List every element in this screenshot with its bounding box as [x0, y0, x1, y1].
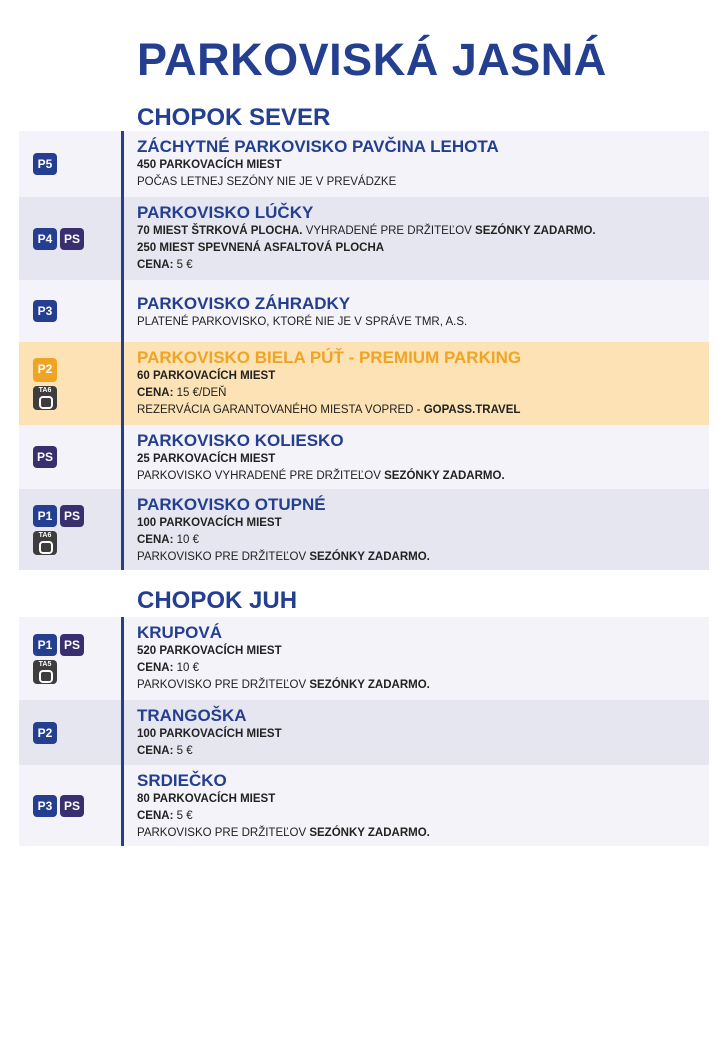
parking-name: PARKOVISKO KOLIESKO — [137, 431, 344, 450]
price-label: CENA: — [137, 259, 174, 271]
ski-lift-icon: TA6 — [33, 531, 57, 555]
parking-badge-ps: PS — [60, 634, 84, 656]
parking-badge-ps: PS — [60, 505, 84, 527]
parking-badge-p3: P3 — [33, 300, 57, 322]
price-value: 5 € — [173, 259, 193, 271]
parking-name: TRANGOŠKA — [137, 706, 247, 725]
ski-lift-icon: TA5 — [33, 660, 57, 684]
season-pass-text: SEZÓNKY ZADARMO. — [309, 827, 430, 839]
parking-badge-ps: PS — [60, 795, 84, 817]
parking-name: PARKOVISKO LÚČKY — [137, 203, 314, 222]
parking-note: PARKOVISKO VYHRADENÉ PRE DRŽITEĽOV SEZÓNKY ZADARMO. — [137, 470, 505, 482]
parking-name: PARKOVISKO OTUPNÉ — [137, 495, 326, 514]
parking-badges — [33, 342, 57, 425]
parking-row-krupova[interactable] — [19, 617, 709, 700]
parking-note: PARKOVISKO PRE DRŽITEĽOV SEZÓNKY ZADARMO. — [137, 827, 430, 839]
parking-price — [137, 743, 701, 760]
price-label: CENA: — [137, 810, 174, 822]
section-chopok-sever — [19, 131, 709, 570]
parking-price — [137, 257, 701, 274]
parking-row-zahradky[interactable] — [19, 280, 709, 342]
parking-capacity: 520 PARKOVACÍCH MIEST — [137, 645, 282, 657]
price-value: 10 € — [173, 662, 199, 674]
parking-badge-p2: P2 — [33, 722, 57, 744]
parking-name: PARKOVISKO BIELA PÚŤ - PREMIUM PARKING — [137, 348, 522, 367]
parking-info — [137, 706, 701, 760]
price-value: 10 € — [173, 534, 199, 546]
capacity-gravel: 70 MIEST ŠTRKOVÁ PLOCHA. — [137, 225, 303, 237]
season-pass-text: SEZÓNKY ZADARMO. — [384, 470, 505, 482]
parking-info — [137, 771, 701, 842]
parking-info — [137, 137, 701, 191]
parking-row-koliesko[interactable] — [19, 425, 709, 489]
parking-name: SRDIEČKO — [137, 771, 227, 790]
parking-info — [137, 623, 701, 694]
parking-capacity: 100 PARKOVACÍCH MIEST — [137, 728, 282, 740]
parking-row-otupne[interactable] — [19, 489, 709, 570]
parking-info — [137, 348, 701, 419]
parking-badges — [33, 280, 57, 342]
price-label: CENA: — [137, 387, 174, 399]
parking-price — [137, 385, 701, 402]
parking-badges — [33, 197, 84, 280]
parking-capacity: 25 PARKOVACÍCH MIEST — [137, 453, 276, 465]
price-label: CENA: — [137, 662, 174, 674]
parking-row-biela-put[interactable] — [19, 342, 709, 425]
parking-badges — [33, 131, 57, 197]
parking-note: PARKOVISKO PRE DRŽITEĽOV SEZÓNKY ZADARMO. — [137, 679, 430, 691]
parking-capacity: 60 PARKOVACÍCH MIEST — [137, 370, 276, 382]
price-label: CENA: — [137, 534, 174, 546]
parking-price — [137, 808, 701, 825]
parking-badges — [33, 765, 84, 846]
season-pass-text: SEZÓNKY ZADARMO. — [475, 225, 596, 237]
section-title-chopok-juh: CHOPOK JUH — [137, 587, 298, 614]
parking-capacity: 100 PARKOVACÍCH MIEST — [137, 517, 282, 529]
section-title-chopok-sever: CHOPOK SEVER — [137, 104, 331, 131]
parking-capacity: 80 PARKOVACÍCH MIEST — [137, 793, 276, 805]
reserved-text: VYHRADENÉ PRE DRŽITEĽOV — [302, 225, 476, 237]
parking-row-lucky[interactable] — [19, 197, 709, 280]
price-label: CENA: — [137, 745, 174, 757]
parking-badge-p1: P1 — [33, 634, 57, 656]
parking-row-srdiecko[interactable] — [19, 765, 709, 846]
parking-badge-p3: P3 — [33, 795, 57, 817]
parking-badge-p1: P1 — [33, 505, 57, 527]
price-value: 5 € — [173, 745, 193, 757]
parking-badges — [33, 489, 84, 570]
parking-name: KRUPOVÁ — [137, 623, 223, 642]
season-pass-text: SEZÓNKY ZADARMO. — [309, 551, 430, 563]
premium-parking-badge-p2: P2 — [33, 358, 57, 382]
parking-badge-p5: P5 — [33, 153, 57, 175]
parking-badges — [33, 617, 84, 700]
parking-badge-p4: P4 — [33, 228, 57, 250]
parking-info — [137, 203, 701, 274]
reservation-note: REZERVÁCIA GARANTOVANÉHO MIESTA VOPRED - GOPASS.TRAVEL — [137, 404, 521, 416]
parking-info — [137, 495, 701, 566]
parking-price — [137, 532, 701, 549]
parking-info — [137, 431, 701, 485]
parking-badges — [33, 425, 57, 489]
parking-badge-ps: PS — [60, 228, 84, 250]
parking-price — [137, 660, 701, 677]
parking-row-pavcina-lehota[interactable] — [19, 131, 709, 197]
parking-info — [137, 294, 701, 331]
season-pass-text: SEZÓNKY ZADARMO. — [309, 679, 430, 691]
parking-note: POČAS LETNEJ SEZÓNY NIE JE V PREVÁDZKE — [137, 176, 397, 188]
parking-name: ZÁCHYTNÉ PARKOVISKO PAVČINA LEHOTA — [137, 137, 499, 156]
price-value: 5 € — [173, 810, 193, 822]
parking-badges — [33, 700, 57, 765]
parking-capacity: 450 PARKOVACÍCH MIEST — [137, 159, 282, 171]
parking-note: PLATENÉ PARKOVISKO, KTORÉ NIE JE V SPRÁVE TMR, A.S. — [137, 316, 468, 328]
page-title: PARKOVISKÁ JASNÁ — [137, 34, 607, 85]
parking-capacity-paved: 250 MIEST SPEVNENÁ ASFALTOVÁ PLOCHA — [137, 242, 385, 254]
parking-name: PARKOVISKO ZÁHRADKY — [137, 294, 351, 313]
parking-row-trangoska[interactable] — [19, 700, 709, 765]
ski-lift-icon: TA6 — [33, 386, 57, 410]
price-value: 15 €/DEŇ — [173, 387, 227, 399]
section-chopok-juh — [19, 617, 709, 846]
gopass-link[interactable]: GOPASS.TRAVEL — [423, 404, 521, 416]
parking-capacity — [137, 223, 701, 240]
parking-badge-ps: PS — [33, 446, 57, 468]
parking-note: PARKOVISKO PRE DRŽITEĽOV SEZÓNKY ZADARMO. — [137, 551, 430, 563]
